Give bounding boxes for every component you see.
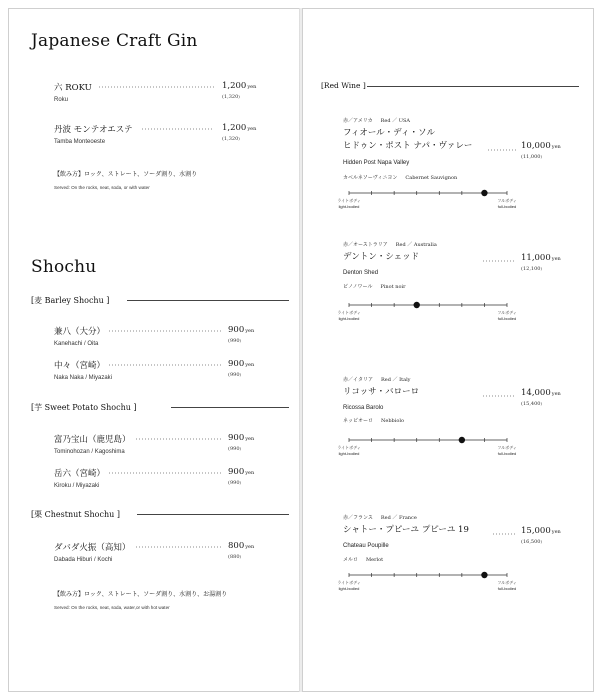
price: 1,200yen — [222, 123, 257, 133]
menu-item — [54, 123, 279, 153]
price-block — [521, 141, 571, 160]
wine-item — [337, 117, 573, 237]
price-tax-incl: (990) — [228, 446, 242, 452]
price: 900yen — [228, 359, 255, 369]
note-jp: 【飲み方】ロック、ストレート、ソーダ割り、水割り、お湯割り — [54, 591, 228, 598]
divider — [137, 514, 289, 515]
menu-item — [54, 467, 279, 497]
price: 800yen — [228, 541, 255, 551]
price-block — [228, 359, 278, 378]
grape-variety: メルロ Merlot — [343, 557, 384, 563]
full-bodied-label: フルボディ full-bodied — [497, 310, 517, 321]
price-tax-incl: (15,400) — [521, 401, 543, 407]
dot-leader — [136, 546, 221, 548]
note-jp: 【飲み方】ロック、ストレート、ソーダ割り、水割り — [54, 171, 198, 178]
divider — [367, 86, 579, 87]
full-bodied-label: フルボディ full-bodied — [497, 580, 517, 591]
price: 900yen — [228, 467, 255, 477]
dot-leader — [493, 533, 516, 535]
dot-leader — [488, 149, 516, 151]
category-label: [Red Wine ] — [321, 81, 366, 90]
price: 15,000yen — [521, 526, 561, 536]
price-tax-incl: (990) — [228, 338, 242, 344]
light-bodied-label: ライトボディ light-bodied — [337, 198, 361, 209]
price-tax-incl: (11,000) — [521, 154, 543, 160]
dot-leader — [109, 364, 221, 366]
divider — [127, 300, 289, 301]
price: 900yen — [228, 433, 255, 443]
category-header — [321, 81, 579, 95]
body-scale — [337, 571, 517, 599]
item-name-jp: 兼八（大分） — [54, 327, 106, 337]
item-name-en: Tominohozan / Kagoshima — [54, 449, 125, 455]
price-tax-incl: (990) — [228, 480, 242, 486]
item-name-jp: 岳六（宮崎） — [54, 469, 106, 479]
dot-leader — [483, 395, 516, 397]
body-scale-track — [343, 189, 513, 197]
category-label: [栗 Chestnut Shochu ] — [31, 510, 120, 519]
light-bodied-label: ライトボディ light-bodied — [337, 445, 361, 456]
shochu-heading: Shochu — [31, 257, 97, 277]
category-header — [31, 402, 289, 416]
price-tax-incl: (1,320) — [222, 94, 240, 100]
price-block — [228, 433, 278, 452]
item-name-en: Naka Naka / Miyazaki — [54, 375, 113, 381]
menu-item — [54, 541, 279, 571]
divider — [171, 407, 289, 408]
dot-leader — [99, 86, 214, 88]
item-name-en: Tamba Monteoeste — [54, 139, 106, 145]
item-name-jp: 六 ROKU — [54, 83, 92, 93]
body-marker — [481, 190, 487, 196]
item-name-en: Kiroku / Miyazaki — [54, 483, 100, 489]
full-bodied-label: フルボディ full-bodied — [497, 445, 517, 456]
light-bodied-label: ライトボディ light-bodied — [337, 580, 361, 591]
category-label: [芋 Sweet Potato Shochu ] — [31, 403, 137, 412]
wine-name-jp: リコッサ・バローロ — [343, 387, 420, 397]
wine-name-en: Denton Shed — [343, 270, 379, 276]
price-block — [222, 81, 272, 100]
price-block — [521, 526, 571, 545]
wine-name-jp: フィオール・ディ・ソル ヒドゥン・ポスト ナパ・ヴァレー — [343, 128, 473, 151]
body-scale — [337, 301, 517, 329]
body-scale-track — [343, 436, 513, 444]
price-block — [228, 467, 278, 486]
price-tax-incl: (12,100) — [521, 266, 543, 272]
category-label: [麦 Barley Shochu ] — [31, 296, 110, 305]
price-tax-incl: (880) — [228, 554, 242, 560]
price-tax-incl: (16,500) — [521, 539, 543, 545]
gin-heading: Japanese Craft Gin — [31, 31, 198, 51]
wine-name-en: Ricossa Barolo — [343, 405, 384, 411]
dot-leader — [109, 330, 221, 332]
category-header — [31, 295, 289, 309]
price: 900yen — [228, 325, 255, 335]
body-scale — [337, 189, 517, 217]
price-block — [228, 541, 278, 560]
menu-item — [54, 359, 279, 389]
dot-leader — [136, 438, 221, 440]
price: 11,000yen — [521, 253, 561, 263]
serving-note — [54, 169, 289, 190]
price-tax-incl: (990) — [228, 372, 242, 378]
body-marker — [481, 572, 487, 578]
menu-item — [54, 81, 279, 111]
price: 10,000yen — [521, 141, 561, 151]
grape-variety: カベルネソーヴィニヨン Cabernet Sauvignon — [343, 175, 458, 181]
body-marker — [414, 302, 420, 308]
wine-name-jp: シャトー・プピーユ プピーユ 19 — [343, 525, 469, 535]
wine-item — [337, 514, 573, 634]
wine-name-jp: デントン・シェッド — [343, 252, 420, 262]
light-bodied-label: ライトボディ light-bodied — [337, 310, 361, 321]
grape-variety: ピノノワール Pinot noir — [343, 284, 406, 290]
item-name-jp: 富乃宝山（鹿児島） — [54, 435, 131, 445]
wine-origin: 赤／アメリカ Red ／ USA — [343, 118, 411, 124]
item-name-en: Kanehachi / Oita — [54, 341, 99, 347]
price-block — [521, 388, 571, 407]
item-name-en: Roku — [54, 97, 69, 103]
dot-leader — [109, 472, 221, 474]
note-en: Served: On the rocks, neat, soda, or with water — [54, 185, 150, 190]
wine-name-en: Hidden Post Napa Valley — [343, 160, 410, 166]
dot-leader — [142, 128, 214, 130]
category-header — [31, 509, 289, 523]
wine-origin: 赤／フランス Red ／ France — [343, 515, 417, 521]
body-scale — [337, 436, 517, 464]
dot-leader — [483, 260, 516, 262]
price-block — [521, 253, 571, 272]
price-tax-incl: (1,320) — [222, 136, 240, 142]
price-block — [222, 123, 272, 142]
price: 1,200yen — [222, 81, 257, 91]
price: 14,000yen — [521, 388, 561, 398]
item-name-en: Dabada Hiburi / Kochi — [54, 557, 113, 563]
note-en: Served: On the rocks, neat, soda, water,or with hot water — [54, 605, 170, 610]
wine-item — [337, 376, 573, 496]
right-page — [302, 8, 594, 692]
item-name-jp: ダバダ火振（高知） — [54, 543, 131, 553]
body-scale-track — [343, 301, 513, 309]
item-name-jp: 中々（宮崎） — [54, 361, 106, 371]
wine-name-en: Chateau Poupille — [343, 543, 389, 549]
body-scale-track — [343, 571, 513, 579]
price-block — [228, 325, 278, 344]
left-page — [8, 8, 300, 692]
menu-item — [54, 433, 279, 463]
body-marker — [459, 437, 465, 443]
item-name-jp: 丹波 モンテオエステ — [54, 125, 133, 135]
wine-origin: 赤／イタリア Red ／ Italy — [343, 377, 411, 383]
serving-note — [54, 589, 289, 610]
menu-item — [54, 325, 279, 355]
full-bodied-label: フルボディ full-bodied — [497, 198, 517, 209]
wine-origin: 赤／オーストラリア Red ／ Australia — [343, 242, 437, 248]
grape-variety: ネッビオーロ Nebbiolo — [343, 418, 404, 424]
wine-item — [337, 241, 573, 361]
